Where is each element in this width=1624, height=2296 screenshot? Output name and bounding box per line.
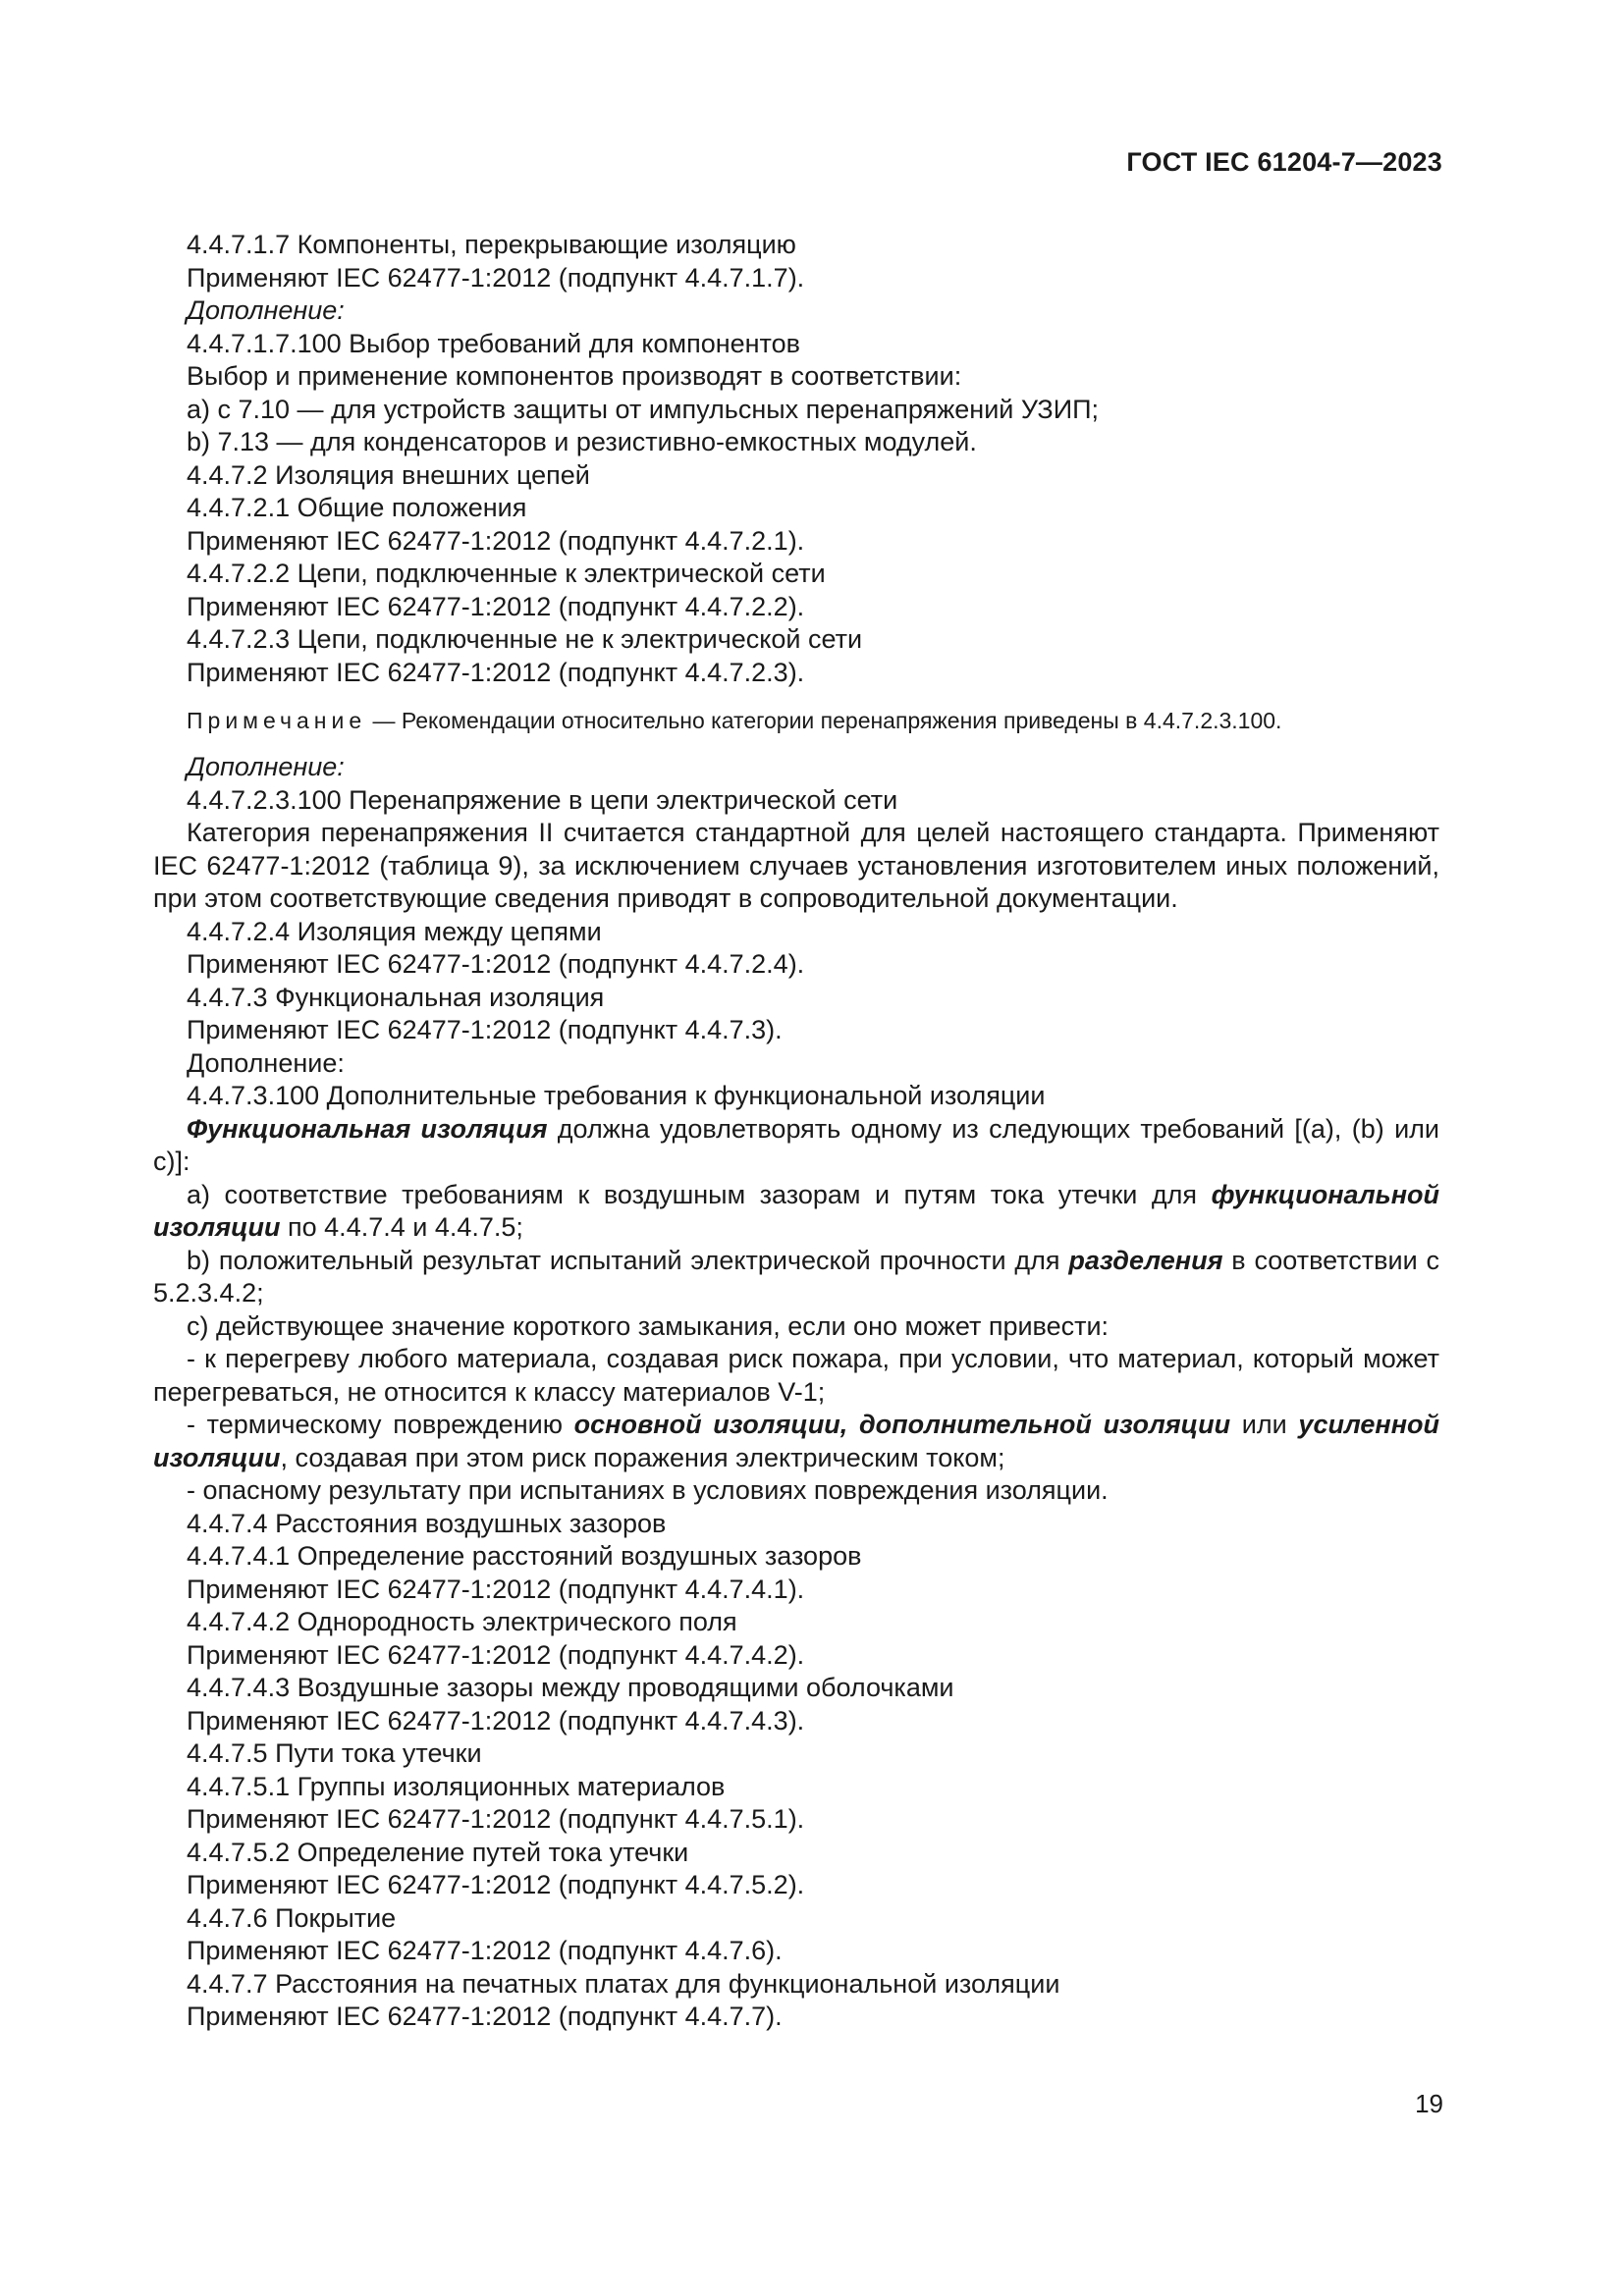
- text-segment: b) положительный результат испытаний электрической прочности для: [187, 1245, 1069, 1275]
- term-reinforced-insulation: усиленной изоляции: [153, 1410, 1440, 1472]
- clause-text: Применяют IEC 62477-1:2012 (подпункт 4.4.7.5.2).: [187, 1870, 805, 1899]
- clause-heading: 4.4.7.2 Изоляция внешних цепей: [187, 459, 590, 490]
- list-item: [153, 1179, 1439, 1245]
- clause-heading: 4.4.7.4.1 Определение расстояний воздушных зазоров: [187, 1541, 862, 1571]
- clause-text: Применяют IEC 62477-1:2012 (подпункт 4.4.7.6).: [187, 1936, 783, 1965]
- document-body: [153, 229, 1439, 2034]
- clause-text: Применяют IEC 62477-1:2012 (подпункт 4.4.7.4.1).: [187, 1574, 805, 1604]
- clause-text: Категория перенапряжения II считается стандартной для целей настоящего стандарта. Применяют IEC 62477-1:2012 (таблица 9), за исключением случаев установления изготовителем иных положений, при этом соответствующие сведения приводят в сопроводительной документации.: [153, 818, 1439, 913]
- text-segment: или: [1230, 1410, 1299, 1439]
- clause-heading: 4.4.7.1.7 Компоненты, перекрывающие изоляцию: [187, 230, 796, 259]
- text-segment: должна удовлетворять одному из следующих требований [(а), (b) или с)]:: [153, 1113, 1439, 1176]
- clause-text: Выбор и применение компонентов производят в соответствии:: [187, 361, 962, 391]
- clause-text: Применяют IEC 62477-1:2012 (подпункт 4.4.7.4.3).: [187, 1705, 805, 1735]
- clause-heading: 4.4.7.4.3 Воздушные зазоры между проводящими оболочками: [187, 1673, 954, 1702]
- clause-text: Применяют IEC 62477-1:2012 (подпункт 4.4.7.4.2).: [187, 1639, 805, 1670]
- addition-label: Дополнение:: [187, 1047, 345, 1078]
- note: [153, 705, 1439, 737]
- clause-heading: 4.4.7.5.1 Группы изоляционных материалов: [187, 1771, 726, 1801]
- sub-list-item: [153, 1409, 1439, 1474]
- note-label: Примечание: [187, 708, 367, 733]
- clause-text: Применяют IEC 62477-1:2012 (подпункт 4.4.7.7).: [187, 2002, 783, 2031]
- clause-heading: 4.4.7.7 Расстояния на печатных платах для функциональной изоляции: [187, 1968, 1060, 1999]
- page-number: 19: [1415, 2089, 1443, 2118]
- clause-heading: 4.4.7.3.100 Дополнительные требования к функциональной изоляции: [187, 1081, 1046, 1110]
- clause-heading: 4.4.7.3 Функциональная изоляция: [187, 982, 605, 1012]
- clause-text: Применяют IEC 62477-1:2012 (подпункт 4.4.7.2.4).: [187, 949, 805, 979]
- clause-heading: 4.4.7.2.4 Изоляция между цепями: [187, 916, 602, 946]
- clause-heading: 4.4.7.4 Расстояния воздушных зазоров: [187, 1508, 667, 1538]
- text-segment: , создавая при этом риск поражения электрическим током;: [280, 1442, 1005, 1472]
- clause-text: Применяют IEC 62477-1:2012 (подпункт 4.4.7.2.2).: [187, 591, 805, 621]
- clause-heading: 4.4.7.4.2 Однородность электрического поля: [187, 1607, 737, 1636]
- term-basic-supplementary-insulation: основной изоляции, дополнительной изоляции: [573, 1410, 1231, 1439]
- clause-text: Применяют IEC 62477-1:2012 (подпункт 4.4.7.1.7).: [187, 262, 805, 293]
- clause-heading: 4.4.7.2.3.100 Перенапряжение в цепи электрической сети: [187, 784, 898, 815]
- list-item: [153, 1245, 1439, 1310]
- clause-text: Применяют IEC 62477-1:2012 (подпункт 4.4.7.2.1).: [187, 525, 805, 556]
- term-functional-insulation: функциональной изоляции: [153, 1179, 1439, 1242]
- clause-heading: 4.4.7.2.3 Цепи, подключенные не к электрической сети: [187, 624, 863, 654]
- sub-list-item: - опасному результату при испытаниях в условиях повреждения изоляции.: [187, 1475, 1109, 1505]
- clause-heading: 4.4.7.2.1 Общие положения: [187, 493, 527, 522]
- clause-heading: 4.4.7.5.2 Определение путей тока утечки: [187, 1837, 689, 1867]
- list-item: а) с 7.10 — для устройств защиты от импульсных перенапряжений УЗИП;: [187, 394, 1100, 424]
- clause-heading: 4.4.7.2.2 Цепи, подключенные к электрической сети: [187, 559, 826, 588]
- term-functional-insulation: Функциональная изоляция: [187, 1113, 548, 1144]
- text-segment: - термическому повреждению: [187, 1410, 574, 1439]
- document-header: ГОСТ IEC 61204-7—2023: [1126, 147, 1442, 177]
- clause-heading: 4.4.7.6 Покрытие: [187, 1902, 397, 1933]
- clause-text: Применяют IEC 62477-1:2012 (подпункт 4.4.7.3).: [187, 1015, 783, 1044]
- term-separation: разделения: [1068, 1245, 1223, 1275]
- requirement-paragraph: [153, 1113, 1439, 1179]
- text-segment: а) соответствие требованиям к воздушным зазорам и путям тока утечки для: [187, 1179, 1212, 1209]
- list-item: b) 7.13 — для конденсаторов и резистивно-емкостных модулей.: [187, 427, 977, 456]
- clause-heading: 4.4.7.5 Пути тока утечки: [187, 1738, 482, 1768]
- addition-label: Дополнение:: [187, 752, 345, 781]
- sub-list-item: - к перегреву любого материала, создавая риск пожара, при условии, что материал, который может перегреваться, не относится к классу материалов V-1;: [153, 1344, 1439, 1407]
- list-item: с) действующее значение короткого замыкания, если оно может привести:: [187, 1310, 1110, 1341]
- clause-text: Применяют IEC 62477-1:2012 (подпункт 4.4.7.2.3).: [187, 657, 805, 687]
- text-segment: в соответствии с 5.2.3.4.2;: [153, 1245, 1439, 1308]
- clause-heading: 4.4.7.1.7.100 Выбор требований для компонентов: [187, 328, 800, 358]
- text-segment: по 4.4.7.4 и 4.4.7.5;: [280, 1212, 523, 1242]
- clause-text: Применяют IEC 62477-1:2012 (подпункт 4.4.7.5.1).: [187, 1804, 805, 1834]
- addition-label: Дополнение:: [187, 295, 345, 325]
- note-text: — Рекомендации относительно категории перенапряжения приведены в 4.4.7.2.3.100.: [366, 708, 1282, 733]
